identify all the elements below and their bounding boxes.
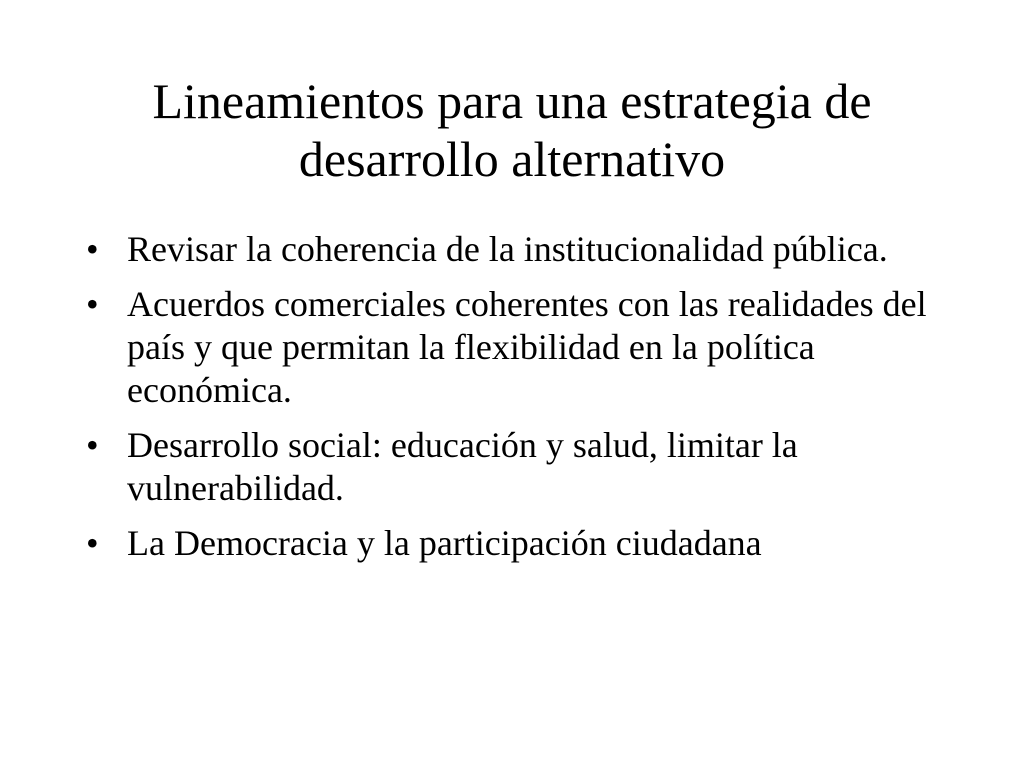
bullet-point-icon: • — [86, 523, 99, 563]
bullet-text: Revisar la coherencia de la institucionalidad pública. — [127, 229, 888, 269]
bullet-point-icon: • — [86, 229, 99, 269]
slide-title: Lineamientos para una estrategia de desarrollo alternativo — [152, 73, 872, 187]
bullet-text: La Democracia y la participación ciudadana — [127, 523, 762, 563]
bullet-item — [86, 228, 966, 271]
bullet-point-icon: • — [86, 284, 99, 324]
bullet-item — [86, 522, 966, 565]
bullet-item — [86, 424, 966, 510]
bullet-list — [86, 228, 966, 577]
bullet-point-icon: • — [86, 425, 99, 465]
bullet-text: Acuerdos comerciales coherentes con las realidades del país y que permitan la flexibilidad en la política económica. — [127, 284, 927, 410]
bullet-item — [86, 283, 966, 412]
bullet-text: Desarrollo social: educación y salud, limitar la vulnerabilidad. — [127, 425, 798, 508]
